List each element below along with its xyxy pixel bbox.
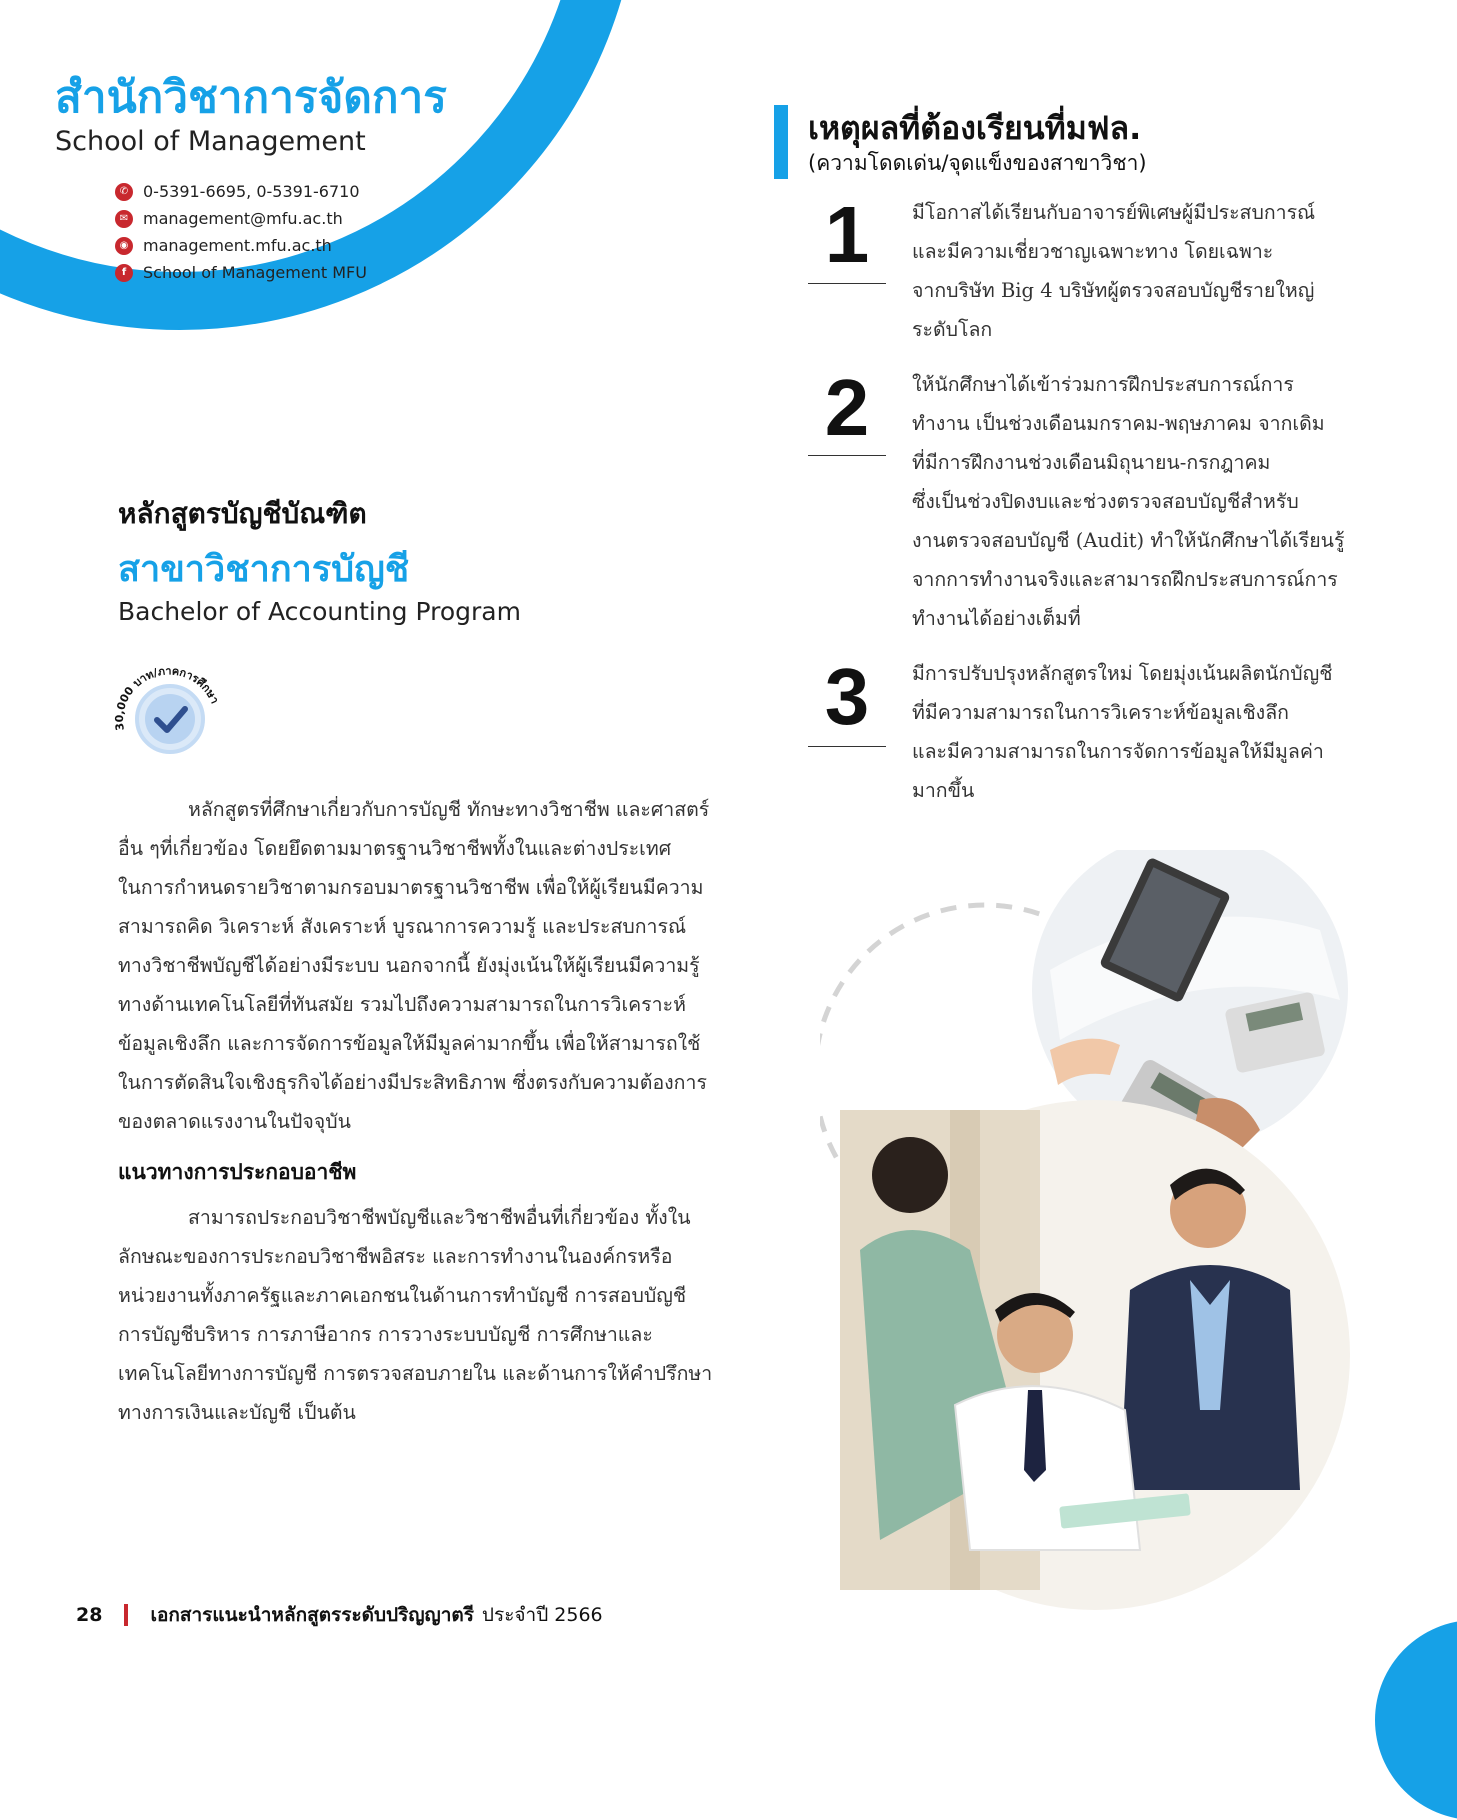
email-icon: ✉ (115, 210, 133, 228)
description-line: ของตลาดแรงงานในปัจจุบัน (118, 1110, 351, 1133)
reason-number: 3 (824, 652, 870, 741)
description-line: หลักสูตรที่ศึกษาเกี่ยวกับการบัญชี ทักษะทางวิชาชีพ และศาสตร์ (188, 798, 710, 821)
reason-line: และมีความเชี่ยวชาญเฉพาะทาง โดยเฉพาะ (912, 240, 1274, 263)
contact-phone (115, 178, 367, 205)
reason-line: มีการปรับปรุงหลักสูตรใหม่ โดยมุ่งเน้นผลิตนักบัญชี (912, 662, 1333, 685)
description-line: ข้อมูลเชิงลึก และการจัดการข้อมูลให้มีมูลค่ามากขึ้น เพื่อให้สามารถใช้ (118, 1032, 701, 1055)
reason-line: มีโอกาสได้เรียนกับอาจารย์พิเศษผู้มีประสบการณ์ (912, 201, 1316, 224)
program-title: หลักสูตรบัญชีบัณฑิต (118, 497, 367, 530)
description-line: ทางด้านเทคโนโลยีที่ทันสมัย รวมไปถึงความสามารถในการวิเคราะห์ (118, 993, 686, 1016)
website-text[interactable]: management.mfu.ac.th (143, 236, 332, 255)
major-title: สาขาวิชาการบัญชี (118, 549, 410, 590)
globe-icon: ◉ (115, 237, 133, 255)
phone-icon: ✆ (115, 183, 133, 201)
contact-list (115, 178, 367, 286)
description-line: อื่น ๆที่เกี่ยวข้อง โดยยึดตามมาตรฐานวิชาชีพทั้งในและต่างประเทศ (118, 837, 672, 860)
reason-line: ทำงานได้อย่างเต็มที่ (912, 607, 1081, 630)
photo-collage (820, 850, 1380, 1610)
reasons-title: เหตุผลที่ต้องเรียนที่มฟล. (808, 109, 1142, 147)
reason-line: ให้นักศึกษาได้เข้าร่วมการฝึกประสบการณ์การ (912, 373, 1294, 396)
reason-line: ที่มีความสามารถในการวิเคราะห์ข้อมูลเชิงลึก (912, 701, 1289, 724)
facebook-text[interactable]: School of Management MFU (143, 263, 367, 282)
footer-title: เอกสารแนะนำหลักสูตรระดับปริญญาตรี (150, 1604, 474, 1626)
reason-line: ซึ่งเป็นช่วงปิดงบและช่วงตรวจสอบบัญชีสำหรับ (912, 490, 1299, 513)
career-line: ทางการเงินและบัญชี เป็นต้น (118, 1401, 356, 1424)
reason-line: มากขึ้น (912, 779, 975, 802)
school-title: สำนักวิชาการจัดการ (55, 72, 447, 123)
career-heading: แนวทางการประกอบอาชีพ (118, 1160, 357, 1184)
email-text[interactable]: management@mfu.ac.th (143, 209, 343, 228)
reason-line: จากการทำงานจริงและสามารถฝึกประสบการณ์การ (912, 568, 1338, 591)
page-footer (76, 1600, 603, 1630)
career-line: เทคโนโลยีทางการบัญชี การตรวจสอบภายใน และด้านการให้คำปรึกษา (118, 1362, 713, 1385)
reasons-accent-bar (774, 105, 788, 179)
program-english-title: Bachelor of Accounting Program (118, 597, 521, 626)
program-description (118, 790, 743, 1141)
career-line: การบัญชีบริหาร การภาษีอากร การวางระบบบัญชี การศึกษาและ (118, 1323, 653, 1346)
tuition-badge-text: 30,000 บาท/ภาคการศึกษา (112, 664, 222, 732)
page-number: 28 (76, 1604, 103, 1626)
reason-divider (808, 746, 886, 747)
school-subtitle: School of Management (55, 126, 366, 157)
facebook-icon: f (115, 264, 133, 282)
reason-number: 2 (824, 363, 870, 452)
corner-decoration (1375, 1620, 1457, 1820)
contact-website[interactable] (115, 232, 367, 259)
career-line: สามารถประกอบวิชาชีพบัญชีและวิชาชีพอื่นที่เกี่ยวข้อง ทั้งใน (188, 1206, 691, 1229)
phone-text: 0-5391-6695, 0-5391-6710 (143, 182, 360, 201)
footer-divider (124, 1604, 128, 1626)
contact-email[interactable] (115, 205, 367, 232)
reason-line: งานตรวจสอบบัญชี (Audit) ทำให้นักศึกษาได้เรียนรู้ (912, 529, 1345, 552)
footer-year: ประจำปี 2566 (481, 1604, 603, 1626)
reason-line: ที่มีการฝึกงานช่วงเดือนมิถุนายน-กรกฎาคม (912, 451, 1271, 474)
description-line: ทางวิชาชีพบัญชีได้อย่างมีระบบ นอกจากนี้ ยังมุ่งเน้นให้ผู้เรียนมีความรู้ (118, 954, 700, 977)
tuition-badge (110, 662, 230, 772)
students-photo (840, 1100, 1350, 1610)
reason-text (912, 193, 1372, 349)
reason-line: ทำงาน เป็นช่วงเดือนมกราคม-พฤษภาคม จากเดิม (912, 412, 1325, 435)
reason-number: 1 (824, 190, 870, 279)
reason-line: ระดับโลก (912, 318, 993, 341)
reason-text (912, 654, 1372, 810)
career-line: หน่วยงานทั้งภาครัฐและภาคเอกชนในด้านการทำบัญชี การสอบบัญชี (118, 1284, 687, 1307)
description-line: สามารถคิด วิเคราะห์ สังเคราะห์ บูรณาการความรู้ และประสบการณ์ (118, 915, 687, 938)
reason-divider (808, 283, 886, 284)
career-line: ลักษณะของการประกอบวิชาชีพอิสระ และการทำงานในองค์กรหรือ (118, 1245, 673, 1268)
career-description (118, 1198, 743, 1432)
contact-facebook[interactable] (115, 259, 367, 286)
reason-line: และมีความสามารถในการจัดการข้อมูลให้มีมูลค่า (912, 740, 1324, 763)
description-line: ในการตัดสินใจเชิงธุรกิจได้อย่างมีประสิทธิภาพ ซึ่งตรงกับความต้องการ (118, 1071, 707, 1094)
description-line: ในการกำหนดรายวิชาตามกรอบมาตรฐานวิชาชีพ เพื่อให้ผู้เรียนมีความ (118, 876, 704, 899)
reason-divider (808, 455, 886, 456)
reason-line: จากบริษัท Big 4 บริษัทผู้ตรวจสอบบัญชีรายใหญ่ (912, 279, 1315, 302)
reason-text (912, 365, 1372, 638)
reasons-subtitle: (ความโดดเด่น/จุดแข็งของสาขาวิชา) (808, 151, 1147, 175)
